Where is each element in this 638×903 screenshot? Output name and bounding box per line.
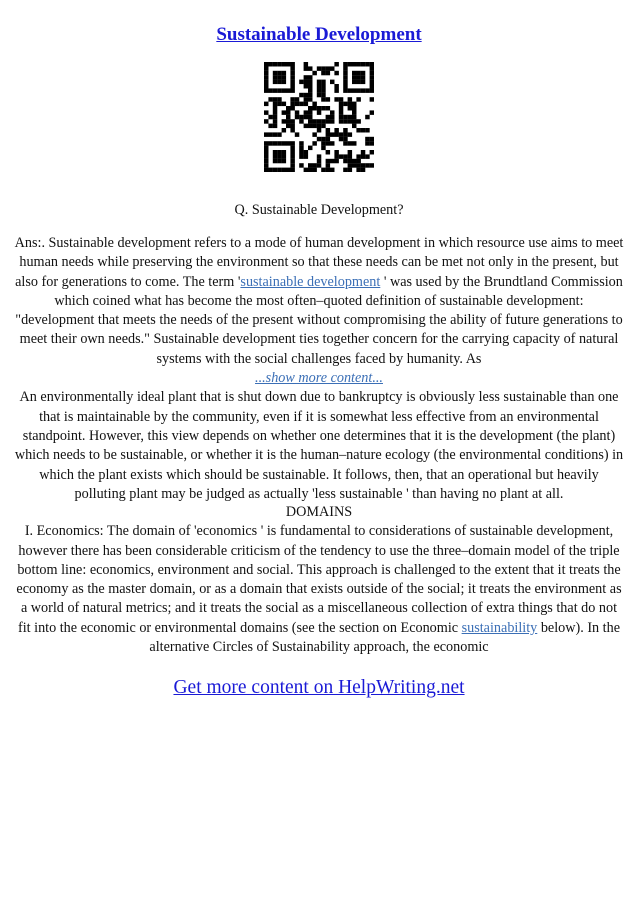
domains-text-cont: below). In the alternative Circles of Sustainability approach, the economic (149, 619, 621, 656)
get-more-content-link[interactable]: Get more content on HelpWriting.net (173, 677, 465, 698)
domains-section (14, 503, 624, 657)
answer-text-cont: ' was used by the Brundtland Commission which coined what has become the most often–quoted definition of sustainable development: "development that meets the needs of the present without compromising the ability of future generations to meet their own needs." Sustainable development ties together concern for the carrying capacity of natural systems with the social challenges faced by humanity. As (15, 273, 623, 367)
domains-text: I. Economics: The domain of 'economics ' is fundamental to considerations of sustainable development, however there has been considerable criticism of the tendency to use the three–domain model of the triple bottom line: economics, environment and social. This approach is challenged to the extent that it treats the economy as the master domain, or as a domain that exists outside of the social; it treats the environment as a world of natural metrics; and it treats the social as a miscellaneous collection of extra things that do not fit into the economic or environmental domains (see the section on Economic (16, 523, 622, 636)
continuation-text: An environmentally ideal plant that is shut down due to bankruptcy is obviously less sustainable than one that is maintainable by the community, even if it is somewhat less effective from an environmental standpoint. However, this view depends on whether one determines that it is the development (the plant) which needs to be sustainable, or whether it is the human–nature ecology (the environmental conditions) in which the plant exists which should be sustainable. It follows, then, that an operational but heavily polluting plant may be judged as actually 'less sustainable ' than having no plant at all. (14, 389, 624, 502)
qr-code-icon (264, 62, 374, 172)
sustainable-development-link[interactable]: sustainable development (240, 273, 381, 290)
question-heading: Q. Sustainable Development? (234, 202, 404, 218)
answer-text: Ans:. Sustainable development refers to a mode of human development in which resource use aims to meet human needs while preserving the environment so that these needs can be met not only in the present, but also for generations to come. The term ' (14, 235, 624, 290)
answer-paragraph (14, 234, 624, 504)
page-title[interactable]: Sustainable Development (216, 24, 422, 45)
sustainability-link[interactable]: sustainability (461, 619, 538, 636)
domains-heading: DOMAINS (285, 504, 353, 520)
show-more-link[interactable]: ...show more content... (255, 370, 383, 387)
